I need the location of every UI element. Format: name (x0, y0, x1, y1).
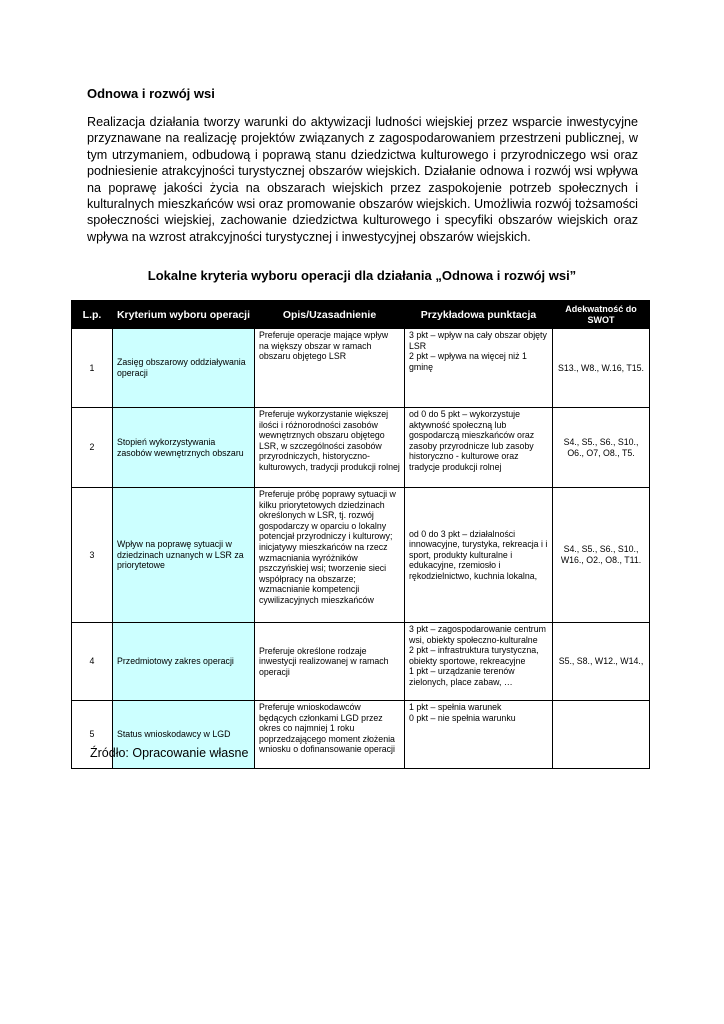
row-description: Preferuje wykorzystanie większej ilości i różnorodności zasobów wewnętrznych obszaru objętego LSR, w szczególności zasobów przyrodniczych, historyczno-kulturowych, tradycji produkcji rolnej (255, 408, 405, 488)
row-scoring: od 0 do 3 pkt – działalności innowacyjne, turystyka, rekreacja i i sport, produkty kulturalne i edukacyjne, rzemiosło i rękodzielnictwo, kuchnia lokalna, (405, 488, 553, 623)
header-scoring: Przykładowa punktacja (405, 301, 553, 329)
table-title: Lokalne kryteria wyboru operacji dla działania „Odnowa i rozwój wsi” (147, 268, 577, 283)
section-heading: Odnowa i rozwój wsi (87, 86, 215, 101)
criteria-table (71, 300, 650, 769)
row-swot: S4., S5., S6., S10., O6., O7, O8., T5. (553, 408, 650, 488)
row-scoring: 1 pkt – spełnia warunek 0 pkt – nie spełnia warunku (405, 701, 553, 769)
row-scoring: 3 pkt – wpływ na cały obszar objęty LSR 2 pkt – wpływa na więcej niż 1 gminę (405, 329, 553, 408)
row-description: Preferuje wnioskodawców będących członkami LGD przez okres co najmniej 1 roku poprzedzającego moment złożenia wniosku o dofinansowanie operacji (255, 701, 405, 769)
row-description: Preferuje określone rodzaje inwestycji realizowanej w ramach operacji (255, 623, 405, 701)
table-row (72, 408, 650, 488)
header-criterion: Kryterium wyboru operacji (113, 301, 255, 329)
intro-paragraph: Realizacja działania tworzy warunki do aktywizacji ludności wiejskiej przez wsparcie inwestycyjne przyznawane na realizację projektów związanych z zagospodarowaniem przestrzeni publicznej, w tym utrzymaniem, odbudową i poprawą stanu dziedzictwa kulturowego i przyrodniczego wsi oraz podniesienie atrakcyjności turystycznej obszarów wiejskich. Działanie odnowa i rozwój wsi wpływa na poprawę jakości życia na obszarach wiejskich przez zaspokojenie potrzeb społecznych i kulturalnych mieszkańców wsi oraz promowanie obszarów wiejskich. Umożliwia rozwój tożsamości społeczności wiejskiej, zachowanie dziedzictwa kulturowego i specyfiki obszarów wiejskich oraz wpływa na wzrost atrakcyjności turystycznej i inwestycyjnej obszarów wiejskich. (87, 115, 638, 244)
row-scoring: od 0 do 5 pkt – wykorzystuje aktywność społeczną lub gospodarczą mieszkańców oraz zasoby przyrodnicze lub zasoby historyczno - kulturowe oraz tradycje produkcji rolnej (405, 408, 553, 488)
table-header-row (72, 301, 650, 329)
row-criterion: Wpływ na poprawę sytuacji w dziedzinach uznanych w LSR za priorytetowe (113, 488, 255, 623)
row-scoring: 3 pkt – zagospodarowanie centrum wsi, obiekty społeczno-kulturalne 2 pkt – infrastruktura turystyczna, obiekty sportowe, rekreacyjne 1 pkt – urządzanie terenów zielonych, place zabaw, … (405, 623, 553, 701)
row-lp: 2 (72, 408, 113, 488)
row-lp: 1 (72, 329, 113, 408)
row-criterion: Zasięg obszarowy oddziaływania operacji (113, 329, 255, 408)
row-lp: 3 (72, 488, 113, 623)
table-row (72, 329, 650, 408)
row-lp: 4 (72, 623, 113, 701)
header-description: Opis/Uzasadnienie (255, 301, 405, 329)
row-swot: S13., W8., W.16, T15. (553, 329, 650, 408)
row-criterion: Stopień wykorzystywania zasobów wewnętrznych obszaru (113, 408, 255, 488)
row-description: Preferuje operacje mające wpływ na większy obszar w ramach obszaru objętego LSR (255, 329, 405, 408)
header-lp: L.p. (72, 301, 113, 329)
row-criterion: Przedmiotowy zakres operacji (113, 623, 255, 701)
table-row (72, 488, 650, 623)
row-criterion: Status wnioskodawcy w LGD (113, 701, 255, 769)
row-lp: 5 (72, 701, 113, 769)
header-swot: Adekwatność do SWOT (553, 301, 650, 329)
row-swot: S5., S8., W12., W14., (553, 623, 650, 701)
source-note: Źródło: Opracowanie własne (90, 746, 249, 760)
row-swot: S4., S5., S6., S10., W16., O2., O8., T11. (553, 488, 650, 623)
table-row (72, 623, 650, 701)
row-swot (553, 701, 650, 769)
row-description: Preferuje próbę poprawy sytuacji w kilku priorytetowych dziedzinach określonych w LSR, tj. rozwój gospodarczy w oparciu o lokalny potencjał przyrodniczy i kulturowy; inicjatywy mieszkańców na rzecz wzmacniania wyróżników pszczyńskiej wsi; tworzenie sieci współpracy na obszarze; wzmacnianie kompetencji cywilizacyjnych mieszkańców (255, 488, 405, 623)
